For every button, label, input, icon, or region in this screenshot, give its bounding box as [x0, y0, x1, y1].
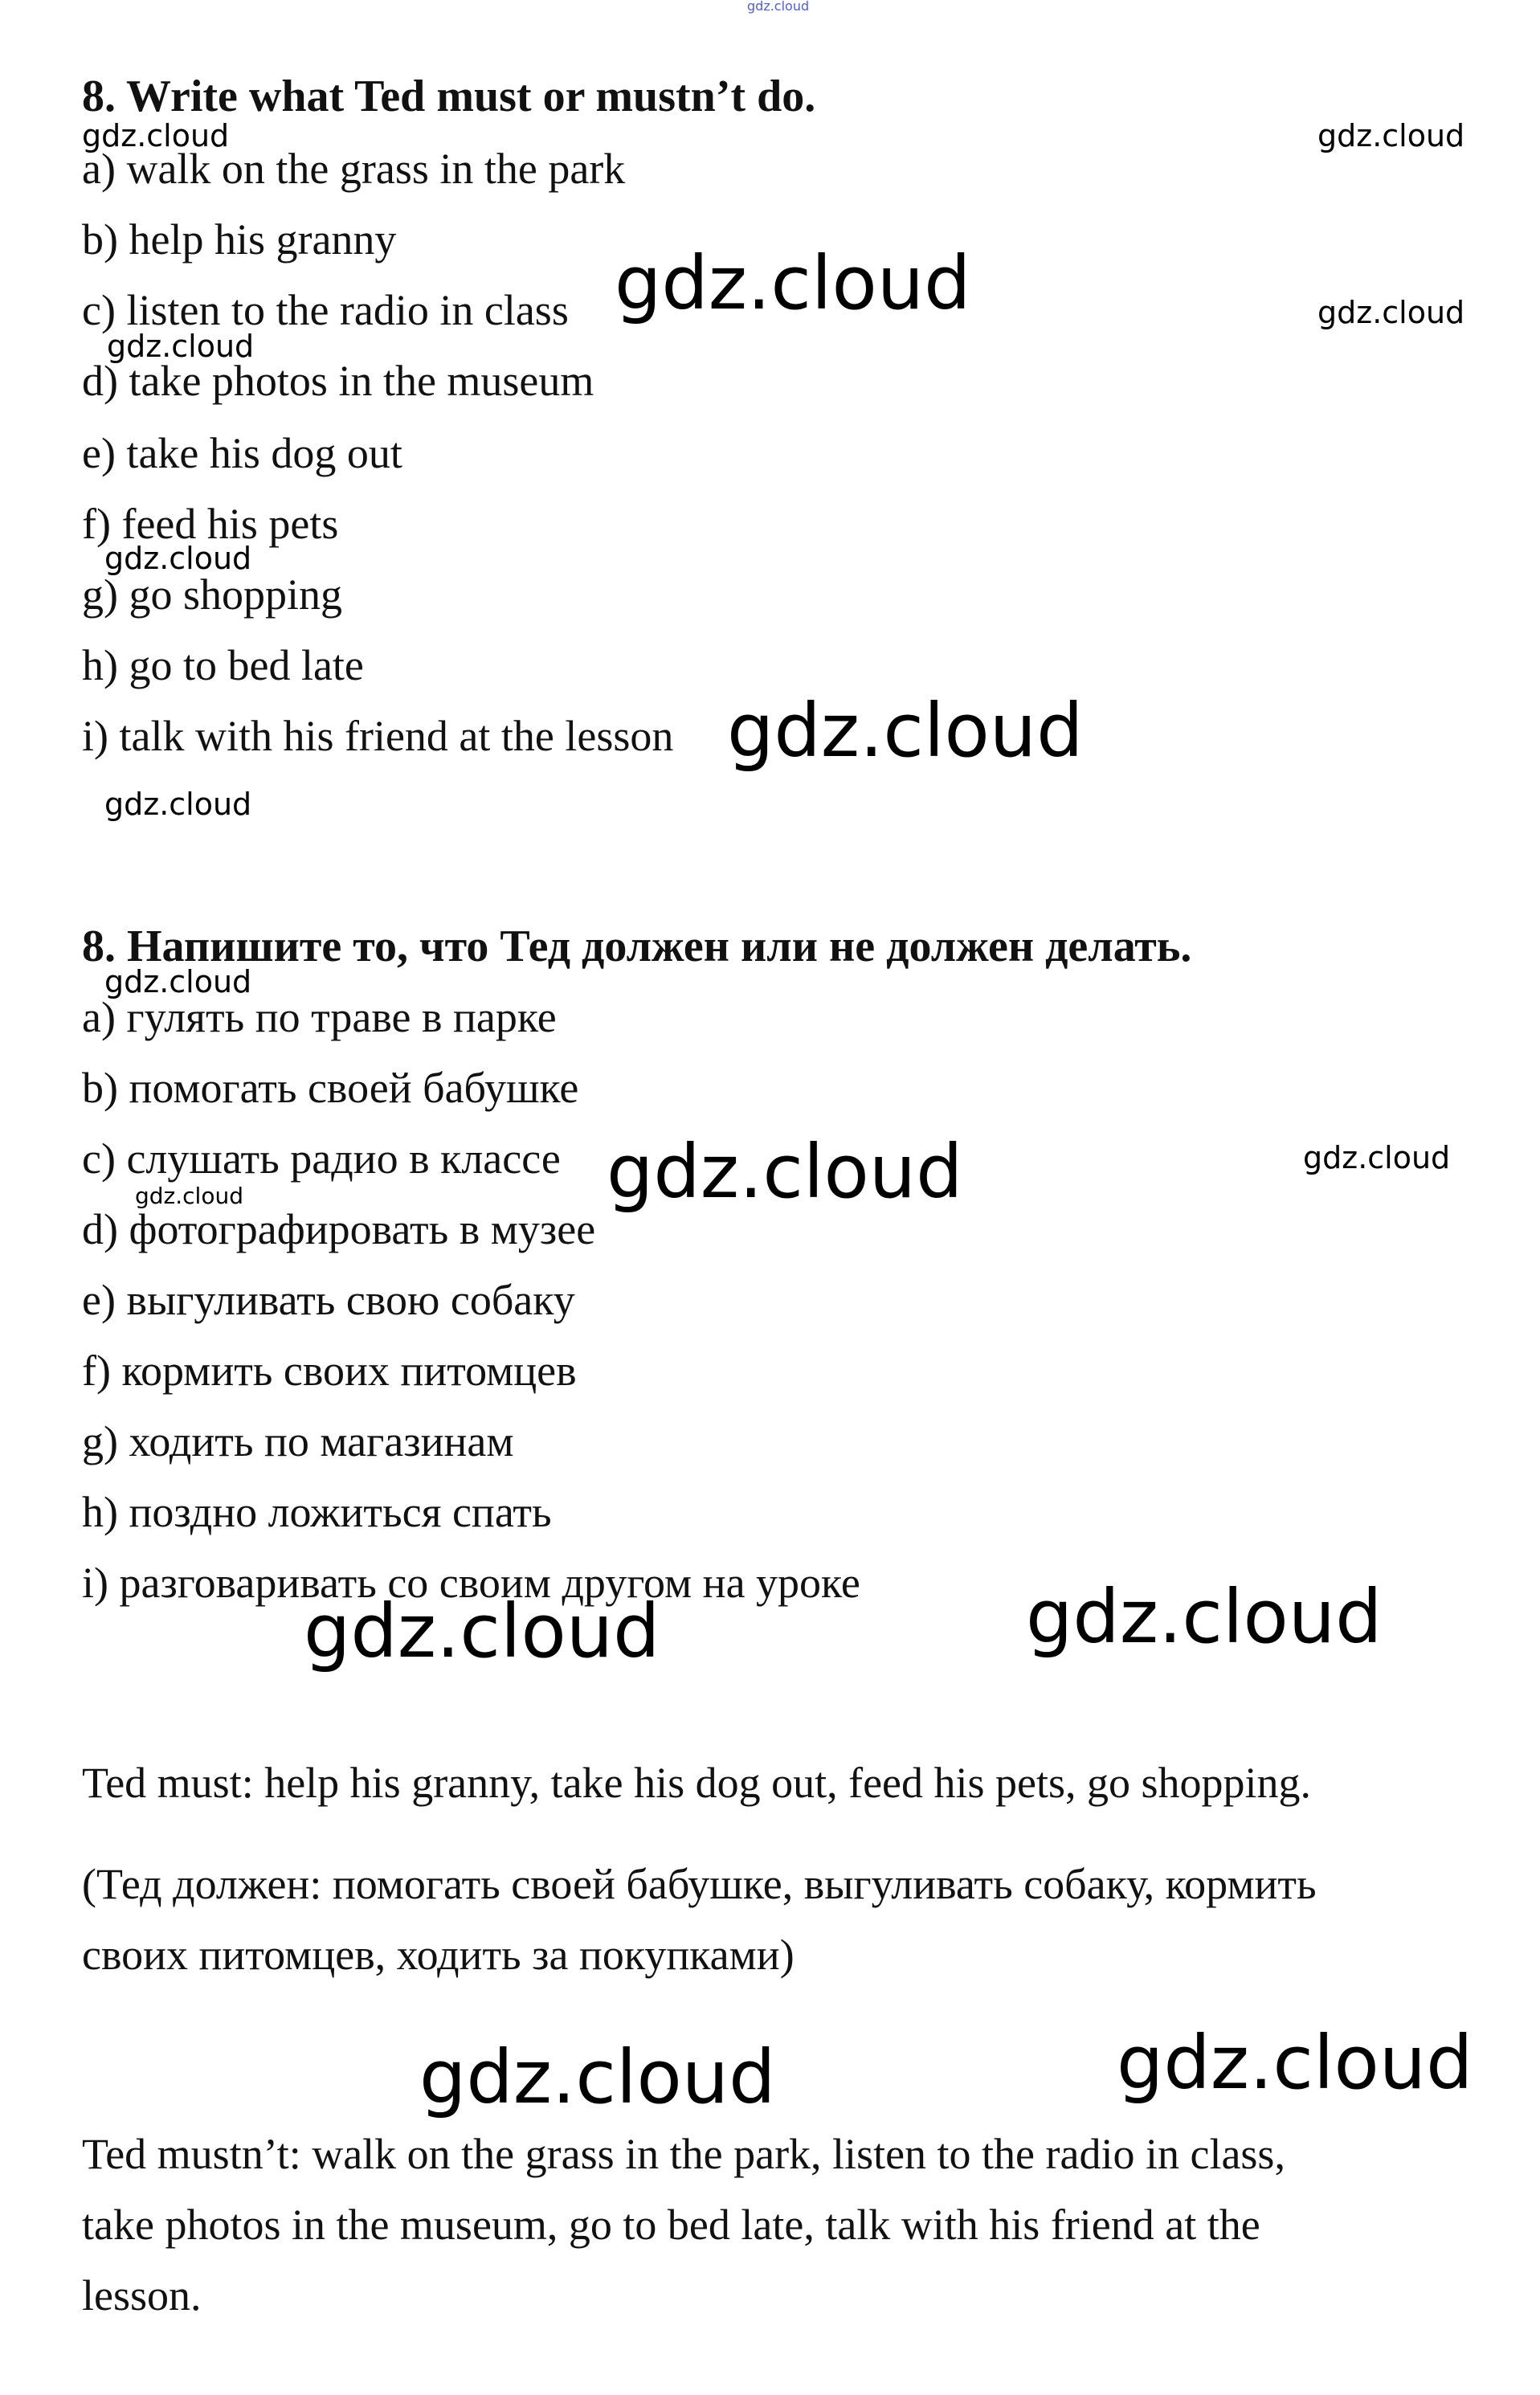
watermark-large: gdz.cloud	[304, 1588, 660, 1674]
watermark-small: gdz.cloud	[1303, 1140, 1451, 1175]
task-en-item-g: g) go shopping	[82, 570, 342, 619]
task-ru-item-g: g) ходить по магазинам	[82, 1417, 514, 1465]
task-en-item-a: a) walk on the grass in the park	[82, 145, 626, 193]
watermark-small: gdz.cloud	[104, 787, 252, 822]
watermark-small: gdz.cloud	[104, 964, 252, 999]
task-en-heading: 8. Write what Ted must or mustn’t do.	[82, 72, 816, 121]
watermark-top: gdz.cloud	[747, 0, 810, 14]
watermark-tiny: gdz.cloud	[135, 1183, 243, 1209]
answer-must-en: Ted must: help his granny, take his dog out, feed his pets, go shopping.	[82, 1759, 1312, 1807]
watermark-large: gdz.cloud	[1026, 1574, 1383, 1660]
task-ru-heading: 8. Напишите то, что Тед должен или не должен делать.	[82, 922, 1192, 971]
task-en-item-c: c) listen to the radio in class	[82, 286, 569, 334]
answer-mustnt-en-line3: lesson.	[82, 2271, 202, 2319]
watermark-small: gdz.cloud	[1317, 118, 1465, 153]
watermark-large: gdz.cloud	[607, 1129, 963, 1215]
task-ru-item-e: e) выгуливать свою собаку	[82, 1276, 575, 1324]
task-en-item-e: e) take his dog out	[82, 429, 402, 477]
task-en-item-f: f) feed his pets	[82, 500, 339, 548]
answer-mustnt-en-line1: Ted mustn’t: walk on the grass in the park, listen to the radio in class,	[82, 2130, 1285, 2178]
task-ru-item-d: d) фотографировать в музее	[82, 1205, 596, 1253]
watermark-large: gdz.cloud	[727, 688, 1084, 774]
watermark-small: gdz.cloud	[1317, 295, 1465, 330]
task-ru-item-c: c) слушать радио в классе	[82, 1134, 561, 1183]
task-en-item-h: h) go to bed late	[82, 641, 364, 689]
answer-mustnt-en-line2: take photos in the museum, go to bed late, talk with his friend at the	[82, 2201, 1260, 2249]
task-ru-item-b: b) помогать своей бабушке	[82, 1064, 579, 1112]
task-en-item-d: d) take photos in the museum	[82, 357, 594, 405]
answer-must-ru-line1: (Тед должен: помогать своей бабушке, выгуливать собаку, кормить	[82, 1860, 1317, 1908]
watermark-small: gdz.cloud	[82, 118, 230, 153]
watermark-small: gdz.cloud	[104, 541, 252, 576]
task-ru-item-a: a) гулять по траве в парке	[82, 993, 557, 1041]
watermark-large: gdz.cloud	[1117, 2020, 1473, 2106]
task-en-item-b: b) help his granny	[82, 215, 397, 264]
task-ru-item-i: i) разговаривать со своим другом на уроке	[82, 1559, 860, 1607]
watermark-small: gdz.cloud	[107, 329, 255, 364]
answer-must-ru-line2: своих питомцев, ходить за покупками)	[82, 1931, 795, 1979]
task-en-item-i: i) talk with his friend at the lesson	[82, 712, 674, 760]
task-ru-item-f: f) кормить своих питомцев	[82, 1347, 577, 1395]
watermark-large: gdz.cloud	[615, 240, 971, 326]
watermark-large: gdz.cloud	[419, 2034, 776, 2120]
task-ru-item-h: h) поздно ложиться спать	[82, 1488, 552, 1536]
